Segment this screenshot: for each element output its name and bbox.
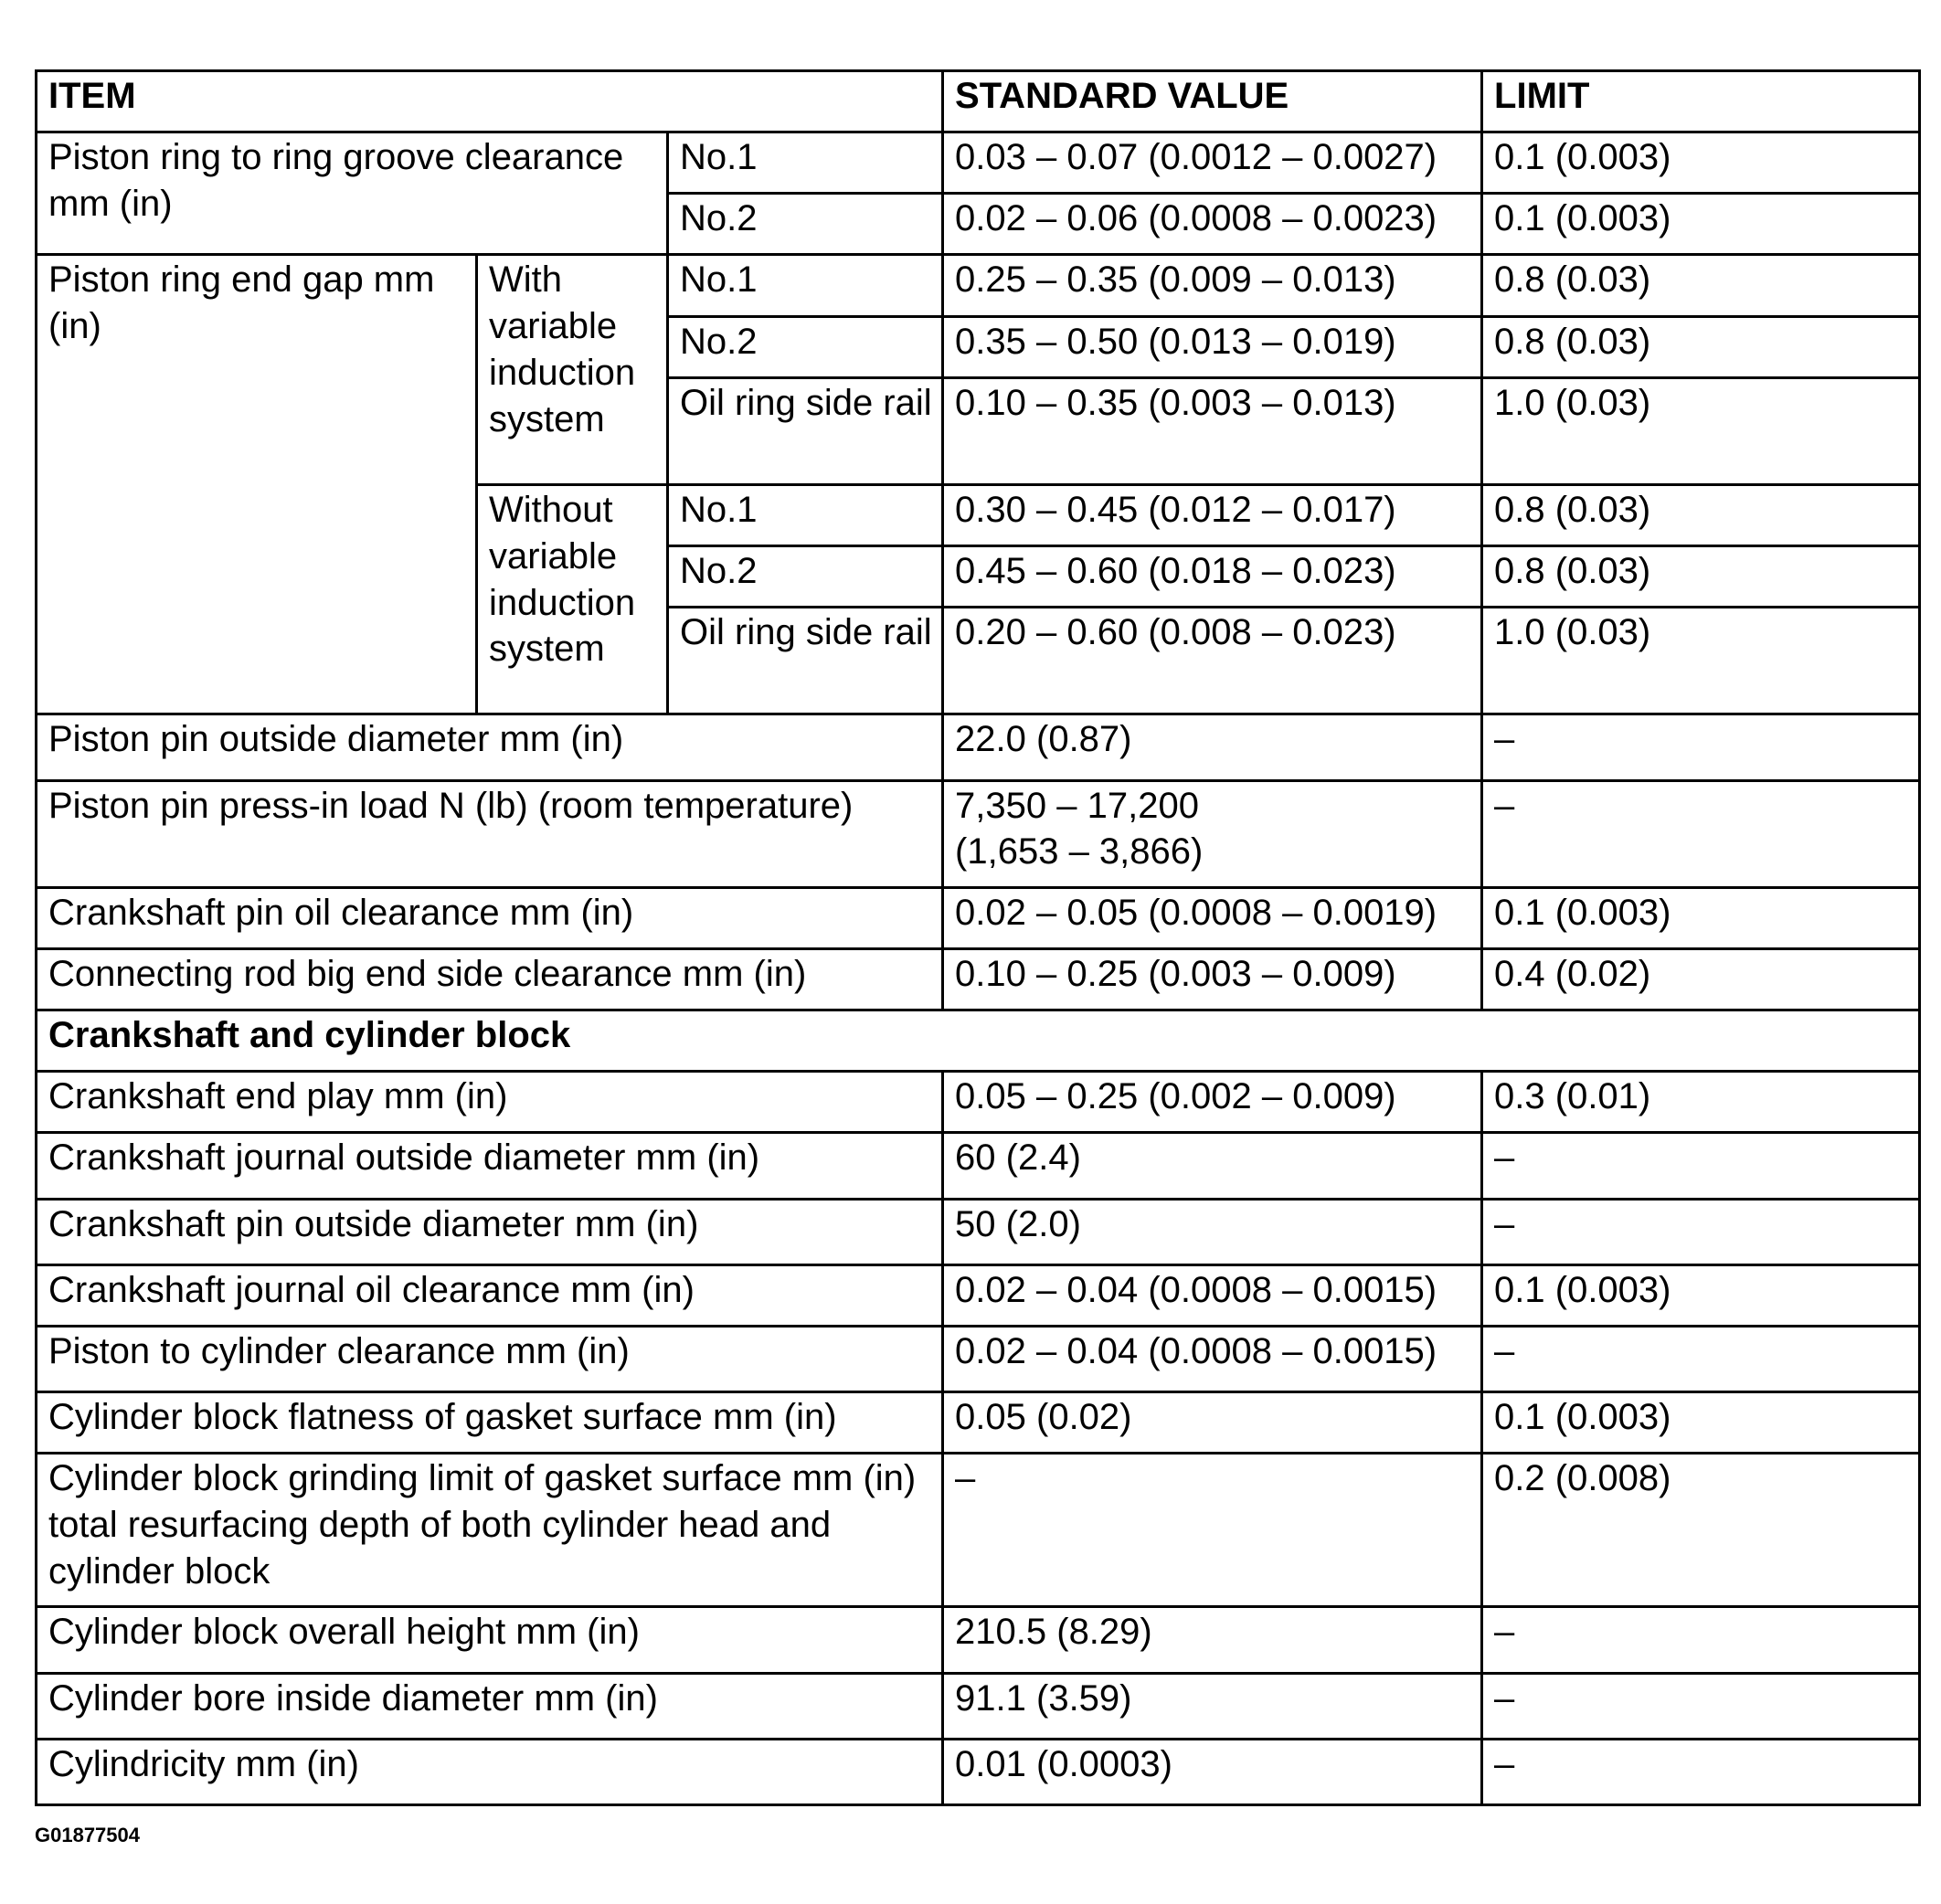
- end-gap-item: Piston ring end gap mm (in): [37, 255, 477, 714]
- limit-value: 0.1 (0.003): [1482, 132, 1920, 194]
- standard-value: 0.25 – 0.35 (0.009 – 0.013): [943, 255, 1482, 316]
- limit-value: –: [1482, 1133, 1920, 1199]
- table-row: [37, 1673, 1920, 1739]
- table-row: [37, 255, 1920, 316]
- specification-table: [35, 69, 1921, 1806]
- item-label: Crankshaft end play mm (in): [37, 1072, 943, 1133]
- item-label: Crankshaft pin oil clearance mm (in): [37, 887, 943, 948]
- standard-value: 0.02 – 0.05 (0.0008 – 0.0019): [943, 887, 1482, 948]
- standard-value: 0.05 – 0.25 (0.002 – 0.009): [943, 1072, 1482, 1133]
- ring-label: No.2: [668, 546, 943, 608]
- limit-value: –: [1482, 1326, 1920, 1391]
- limit-value: –: [1482, 1739, 1920, 1804]
- table-row: [37, 1133, 1920, 1199]
- standard-value: 0.10 – 0.35 (0.003 – 0.013): [943, 377, 1482, 484]
- without-variable-induction-label: Without variable induction system: [477, 484, 668, 714]
- standard-value: –: [943, 1454, 1482, 1607]
- standard-value: 7,350 – 17,200 (1,653 – 3,866): [943, 780, 1482, 887]
- limit-value: 1.0 (0.03): [1482, 608, 1920, 714]
- item-label: Piston pin press-in load N (lb) (room temperature): [37, 780, 943, 887]
- header-row: [37, 71, 1920, 132]
- limit-value: 0.3 (0.01): [1482, 1072, 1920, 1133]
- standard-value: 0.02 – 0.04 (0.0008 – 0.0015): [943, 1326, 1482, 1391]
- ring-label: No.1: [668, 132, 943, 194]
- standard-value: 0.02 – 0.06 (0.0008 – 0.0023): [943, 194, 1482, 255]
- table-row: [37, 1072, 1920, 1133]
- table-row: [37, 1326, 1920, 1391]
- limit-value: –: [1482, 714, 1920, 780]
- limit-value: 0.1 (0.003): [1482, 1391, 1920, 1453]
- item-label: Piston pin outside diameter mm (in): [37, 714, 943, 780]
- section-row: [37, 1010, 1920, 1072]
- ring-label: Oil ring side rail: [668, 608, 943, 714]
- limit-value: 0.1 (0.003): [1482, 1264, 1920, 1326]
- table-row: [37, 1739, 1920, 1804]
- limit-value: –: [1482, 1607, 1920, 1673]
- standard-value: 0.45 – 0.60 (0.018 – 0.023): [943, 546, 1482, 608]
- limit-value: 0.1 (0.003): [1482, 887, 1920, 948]
- standard-value: 0.01 (0.0003): [943, 1739, 1482, 1804]
- item-label: Cylinder block overall height mm (in): [37, 1607, 943, 1673]
- limit-value: –: [1482, 1199, 1920, 1264]
- section-title: Crankshaft and cylinder block: [37, 1010, 1920, 1072]
- table-row: [37, 1199, 1920, 1264]
- standard-value: 0.02 – 0.04 (0.0008 – 0.0015): [943, 1264, 1482, 1326]
- item-label: Cylinder block flatness of gasket surface mm (in): [37, 1391, 943, 1453]
- limit-value: 0.1 (0.003): [1482, 194, 1920, 255]
- table-row: [37, 1391, 1920, 1453]
- item-label: Crankshaft journal outside diameter mm (in): [37, 1133, 943, 1199]
- limit-value: –: [1482, 1673, 1920, 1739]
- figure-code: G01877504: [35, 1824, 140, 1846]
- ring-label: Oil ring side rail: [668, 377, 943, 484]
- standard-value: 0.30 – 0.45 (0.012 – 0.017): [943, 484, 1482, 545]
- ring-label: No.1: [668, 484, 943, 545]
- table-row: [37, 948, 1920, 1010]
- header-limit: LIMIT: [1482, 71, 1920, 132]
- standard-value: 0.05 (0.02): [943, 1391, 1482, 1453]
- standard-value: 50 (2.0): [943, 1199, 1482, 1264]
- ring-label: No.2: [668, 316, 943, 377]
- ring-label: No.1: [668, 255, 943, 316]
- item-label: Connecting rod big end side clearance mm (in): [37, 948, 943, 1010]
- table-row: [37, 1454, 1920, 1607]
- standard-value: 22.0 (0.87): [943, 714, 1482, 780]
- item-label: Cylinder block grinding limit of gasket surface mm (in) total resurfacing depth of both cylinder head and cylinder block: [37, 1454, 943, 1607]
- limit-value: 0.2 (0.008): [1482, 1454, 1920, 1607]
- table-row: [37, 780, 1920, 887]
- limit-value: –: [1482, 780, 1920, 887]
- standard-value: 60 (2.4): [943, 1133, 1482, 1199]
- limit-value: 0.8 (0.03): [1482, 546, 1920, 608]
- limit-value: 0.4 (0.02): [1482, 948, 1920, 1010]
- table-row: [37, 714, 1920, 780]
- standard-value: 0.03 – 0.07 (0.0012 – 0.0027): [943, 132, 1482, 194]
- limit-value: 0.8 (0.03): [1482, 316, 1920, 377]
- header-item: ITEM: [37, 71, 943, 132]
- limit-value: 0.8 (0.03): [1482, 255, 1920, 316]
- standard-value: 91.1 (3.59): [943, 1673, 1482, 1739]
- ring-groove-item: Piston ring to ring groove clearance mm (in): [37, 132, 668, 255]
- item-label: Cylinder bore inside diameter mm (in): [37, 1673, 943, 1739]
- standard-value: 0.35 – 0.50 (0.013 – 0.019): [943, 316, 1482, 377]
- table-row: [37, 887, 1920, 948]
- item-label: Cylindricity mm (in): [37, 1739, 943, 1804]
- limit-value: 1.0 (0.03): [1482, 377, 1920, 484]
- limit-value: 0.8 (0.03): [1482, 484, 1920, 545]
- table-row: [37, 1264, 1920, 1326]
- standard-value: 210.5 (8.29): [943, 1607, 1482, 1673]
- standard-value: 0.10 – 0.25 (0.003 – 0.009): [943, 948, 1482, 1010]
- item-label: Crankshaft pin outside diameter mm (in): [37, 1199, 943, 1264]
- item-label: Crankshaft journal oil clearance mm (in): [37, 1264, 943, 1326]
- ring-label: No.2: [668, 194, 943, 255]
- standard-value: 0.20 – 0.60 (0.008 – 0.023): [943, 608, 1482, 714]
- table-row: [37, 1607, 1920, 1673]
- header-standard-value: STANDARD VALUE: [943, 71, 1482, 132]
- item-label: Piston to cylinder clearance mm (in): [37, 1326, 943, 1391]
- table-row: [37, 132, 1920, 194]
- with-variable-induction-label: With variable induction system: [477, 255, 668, 485]
